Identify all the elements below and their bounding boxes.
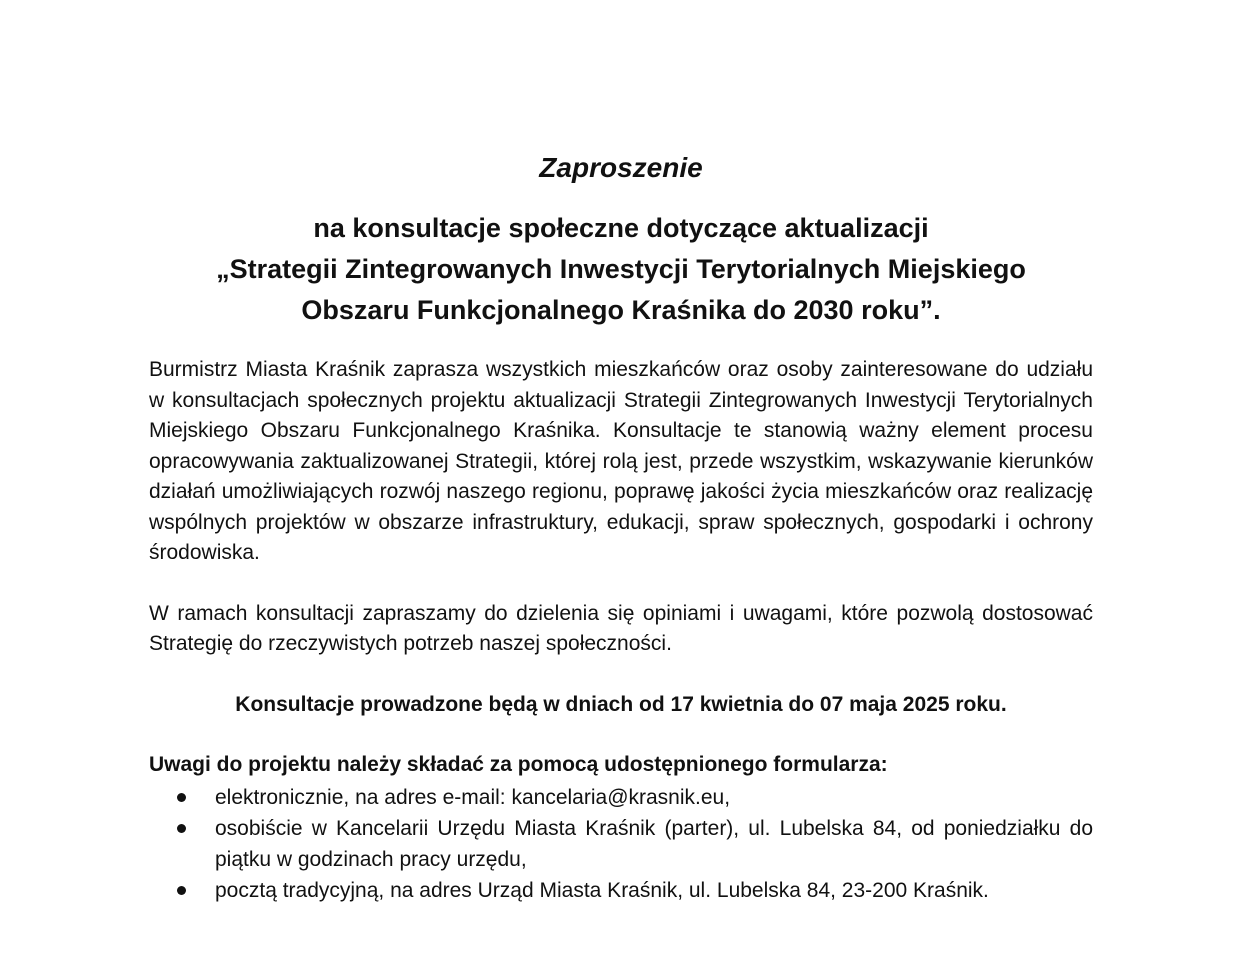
list-item-text: elektronicznie, na adres e-mail: kancelaria@krasnik.eu, xyxy=(215,785,731,809)
list-item xyxy=(149,875,1093,906)
list-item-text: osobiście w Kancelarii Urzędu Miasta Kraśnik (parter), ul. Lubelska 84, od poniedziałku do piątku w godzinach pracy urzędu, xyxy=(215,816,1093,871)
list-item-text: pocztą tradycyjną, na adres Urząd Miasta Kraśnik, ul. Lubelska 84, 23-200 Kraśnik. xyxy=(215,878,989,902)
bullet-icon xyxy=(177,886,186,895)
consultation-paragraph: W ramach konsultacji zapraszamy do dzielenia się opiniami i uwagami, które pozwolą dostosować Strategię do rzeczywistych potrzeb naszej społeczności. xyxy=(149,601,1093,655)
bullet-icon xyxy=(177,824,186,833)
submission-methods-list xyxy=(149,782,1093,906)
subtitle-line: Obszaru Funkcjonalnego Kraśnika do 2030 roku”. xyxy=(301,295,941,325)
list-item xyxy=(149,813,1093,875)
list-item xyxy=(149,782,1093,813)
subtitle-line: na konsultacje społeczne dotyczące aktualizacji xyxy=(313,213,929,243)
intro-paragraph: Burmistrz Miasta Kraśnik zaprasza wszystkich mieszkańców oraz osoby zainteresowane do udziału w konsultacjach społecznych projektu aktualizacji Strategii Zintegrowanych Inwestycji Terytorialnych Miejskiego Obszaru Funkcjonalnego Kraśnika. Konsultacje te stanowią ważny element procesu opracowywania zaktualizowanej Strategii, której rolą jest, przede wszystkim, wskazywanie kierunków działań umożliwiających rozwój naszego regionu, poprawę jakości życia mieszkańców oraz realizację wspólnych projektów w obszarze infrastruktury, edukacji, spraw społecznych, gospodarki i ochrony środowiska. xyxy=(149,358,1093,564)
document-title: Zaproszenie xyxy=(539,152,703,183)
subtitle-line: „Strategii Zintegrowanych Inwestycji Terytorialnych Miejskiego xyxy=(216,254,1026,284)
bullet-icon xyxy=(177,793,186,802)
document-subtitle xyxy=(149,208,1093,331)
document-content xyxy=(149,148,1093,906)
submission-heading: Uwagi do projektu należy składać za pomocą udostępnionego formularza: xyxy=(149,752,888,776)
consultation-dates: Konsultacje prowadzone będą w dniach od 17 kwietnia do 07 maja 2025 roku. xyxy=(235,692,1007,716)
